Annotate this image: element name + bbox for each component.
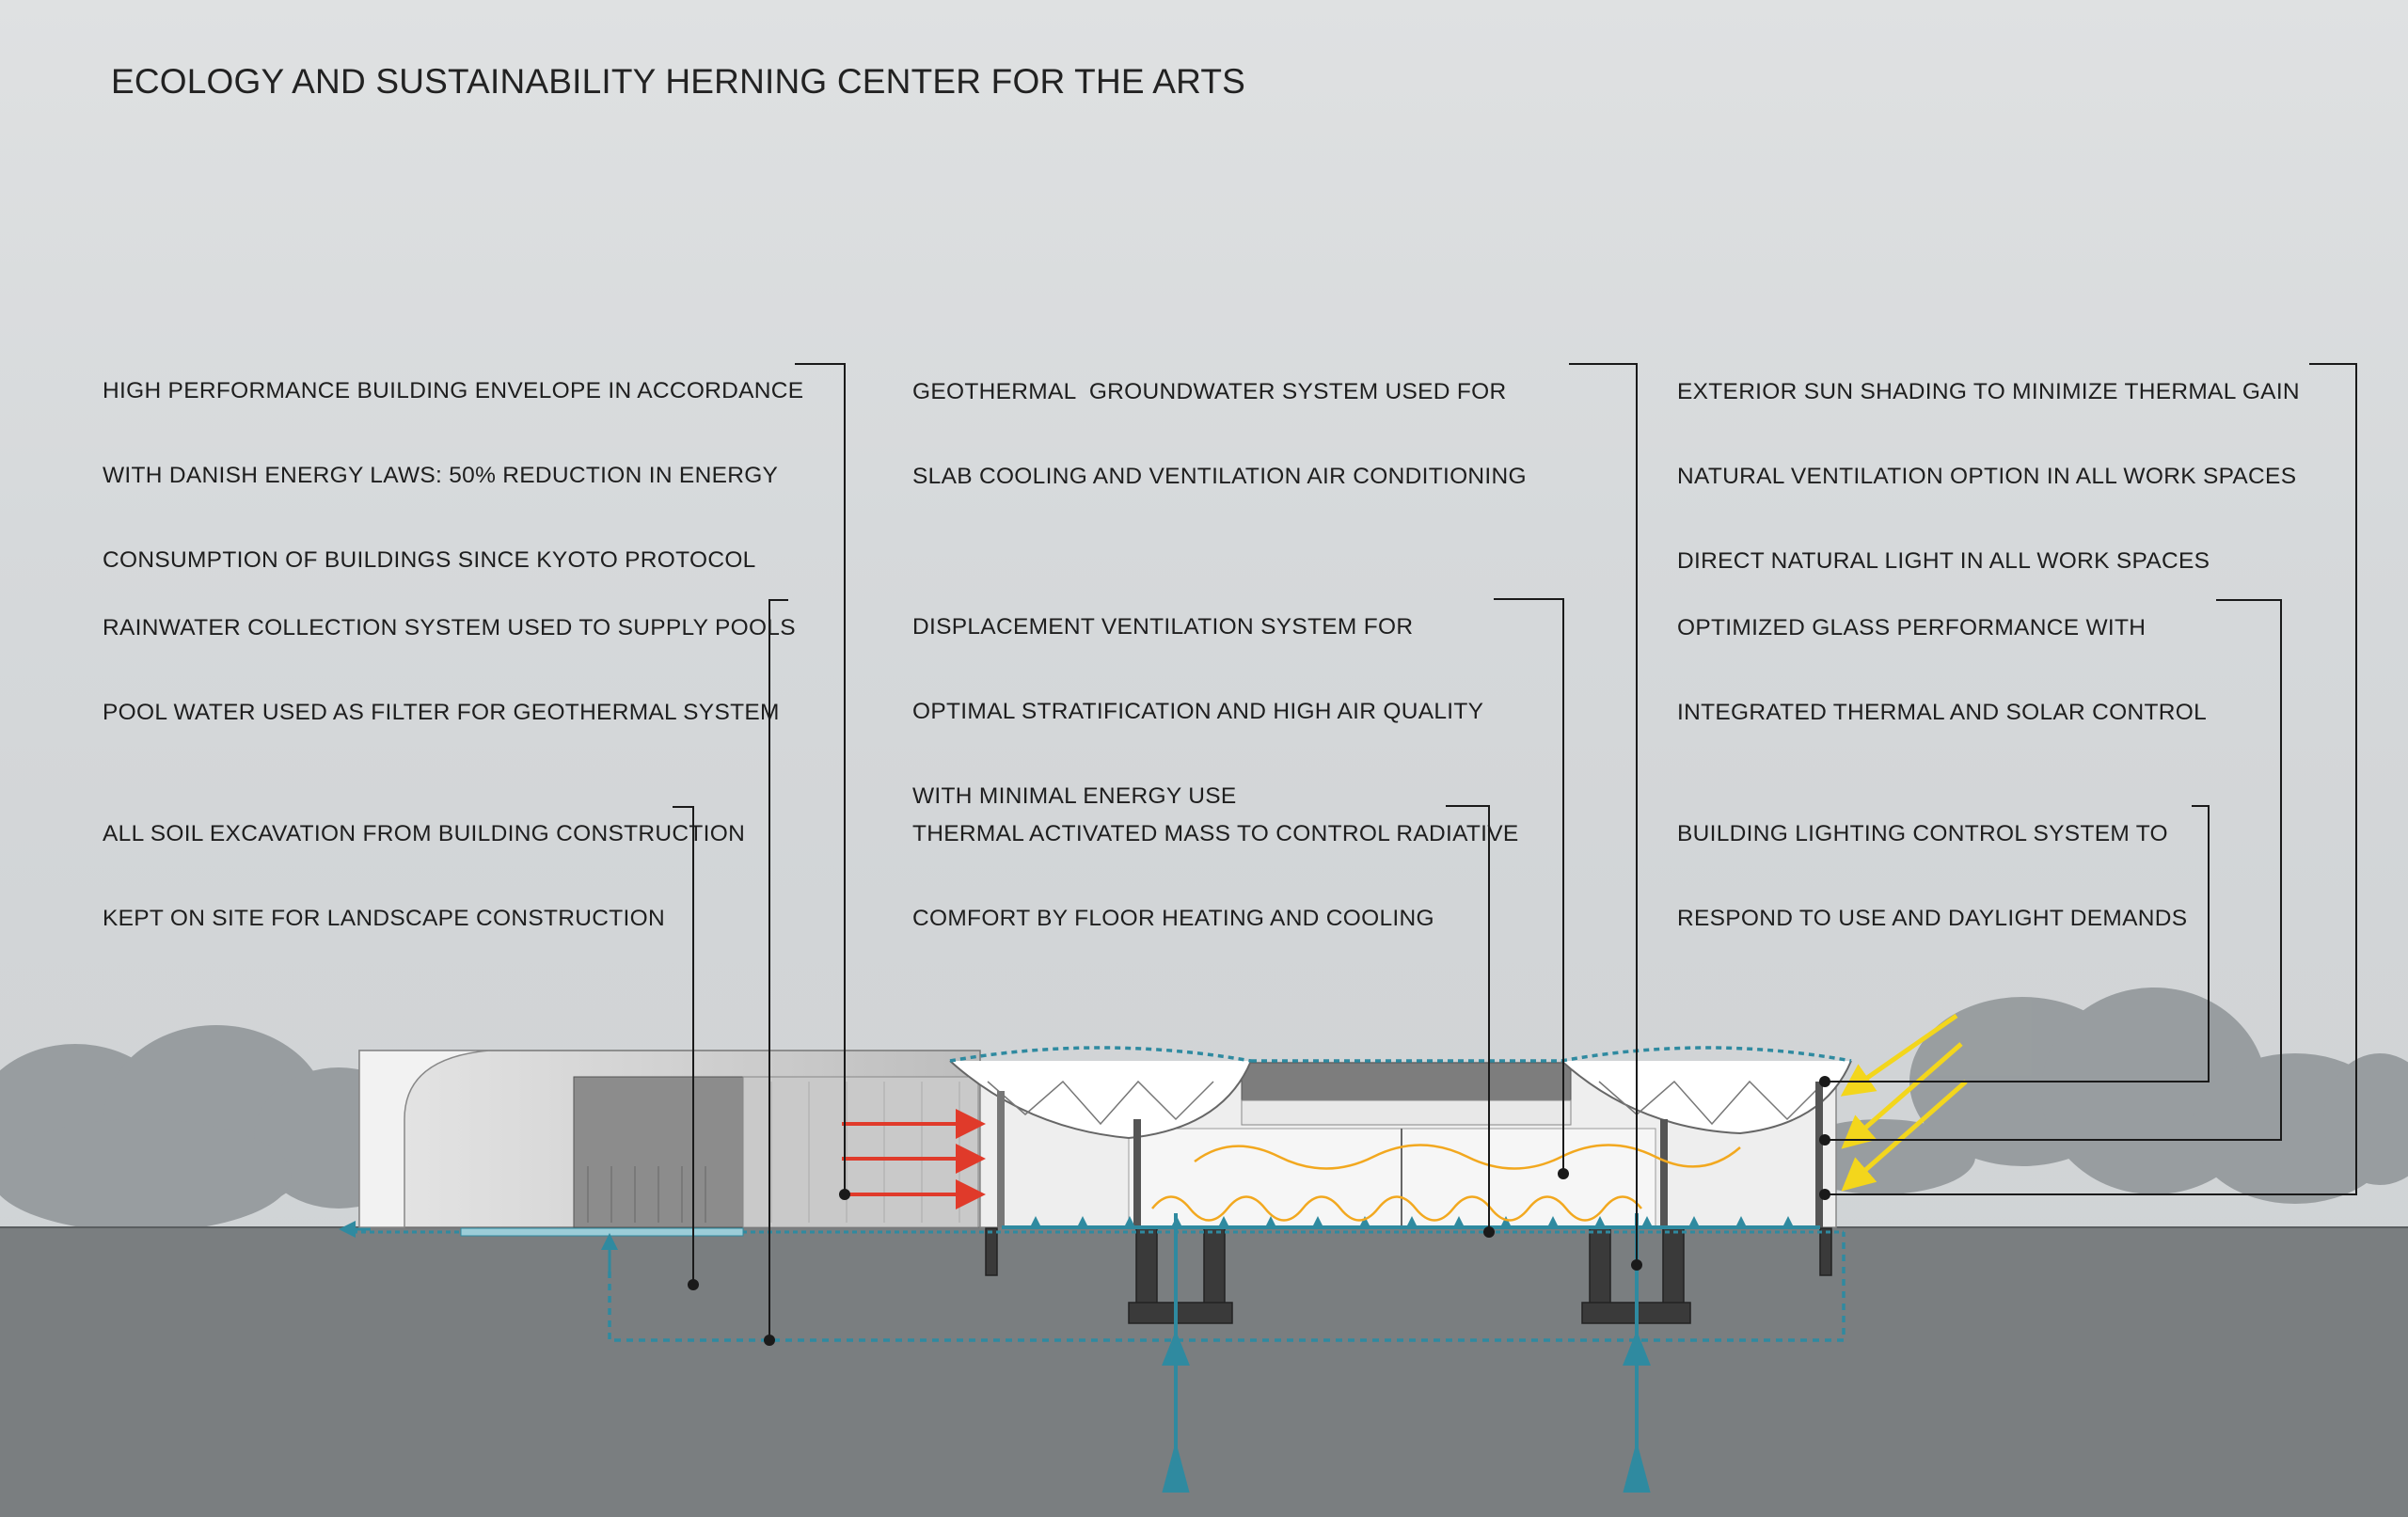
annotation-line: BUILDING LIGHTING CONTROL SYSTEM TO: [1677, 821, 2168, 846]
annotation-line: INTEGRATED THERMAL AND SOLAR CONTROL: [1677, 700, 2208, 725]
annotation-line: ALL SOIL EXCAVATION FROM BUILDING CONSTRUCTION: [103, 821, 746, 846]
annotation-line: NATURAL VENTILATION OPTION IN ALL WORK SPACES: [1677, 464, 2297, 489]
annotation-line: SLAB COOLING AND VENTILATION AIR CONDITIONING: [912, 464, 1527, 489]
annotation-line: EXTERIOR SUN SHADING TO MINIMIZE THERMAL GAIN: [1677, 379, 2300, 404]
annotation-line: WITH MINIMAL ENERGY USE: [912, 783, 1237, 809]
annotation-line: GEOTHERMAL GROUNDWATER SYSTEM USED FOR: [912, 379, 1507, 404]
annotation-line: HIGH PERFORMANCE BUILDING ENVELOPE IN ACCORDANCE: [103, 378, 804, 403]
page-title: ECOLOGY AND SUSTAINABILITY HERNING CENTER FOR THE ARTS: [111, 62, 1246, 101]
annotation-line: OPTIMAL STRATIFICATION AND HIGH AIR QUALITY: [912, 699, 1484, 724]
annotation-line: RAINWATER COLLECTION SYSTEM USED TO SUPPLY POOLS: [103, 615, 796, 640]
annotation-line: CONSUMPTION OF BUILDINGS SINCE KYOTO PROTOCOL: [103, 547, 756, 573]
annotation-line: OPTIMIZED GLASS PERFORMANCE WITH: [1677, 615, 2147, 640]
annotation-line: DIRECT NATURAL LIGHT IN ALL WORK SPACES: [1677, 548, 2210, 574]
annotation-line: RESPOND TO USE AND DAYLIGHT DEMANDS: [1677, 906, 2188, 931]
annotation-line: DISPLACEMENT VENTILATION SYSTEM FOR: [912, 614, 1414, 640]
annotation-line: WITH DANISH ENERGY LAWS: 50% REDUCTION IN ENERGY: [103, 463, 779, 488]
annotation-line: THERMAL ACTIVATED MASS TO CONTROL RADIATIVE: [912, 821, 1519, 846]
building-section: [359, 1048, 1851, 1227]
annotation-line: POOL WATER USED AS FILTER FOR GEOTHERMAL SYSTEM: [103, 700, 780, 725]
annotation-line: COMFORT BY FLOOR HEATING AND COOLING: [912, 906, 1434, 931]
annotation-line: KEPT ON SITE FOR LANDSCAPE CONSTRUCTION: [103, 906, 665, 931]
